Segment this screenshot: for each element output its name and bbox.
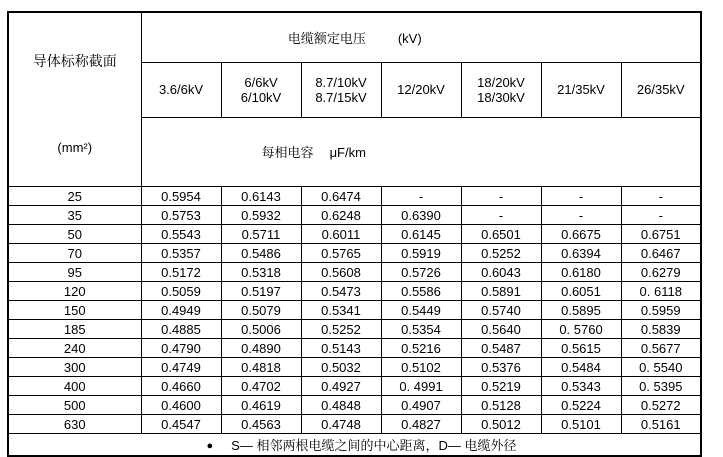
capacitance-value-cell: 0.6474 — [301, 187, 381, 206]
capacitance-value-cell: 0.5101 — [541, 415, 621, 434]
capacitance-value-cell: - — [621, 187, 701, 206]
capacitance-value-cell: 0.5216 — [381, 339, 461, 358]
capacitance-value-cell: 0.6501 — [461, 225, 541, 244]
capacitance-value-cell: 0. 5540 — [621, 358, 701, 377]
bullet-icon: ● — [206, 439, 214, 452]
voltage-column-header-2 — [301, 63, 381, 117]
capacitance-value-cell: 0.5252 — [301, 320, 381, 339]
capacitance-value-cell: 0.4927 — [301, 377, 381, 396]
capacitance-value-cell: 0.5486 — [221, 244, 301, 263]
table-row-300 — [8, 358, 701, 377]
capacitance-value-cell: 0.6051 — [541, 282, 621, 301]
capacitance-value-cell: - — [541, 187, 621, 206]
voltage-column-header-4 — [461, 63, 541, 117]
capacitance-table — [7, 11, 702, 457]
capacitance-value-cell: - — [541, 206, 621, 225]
capacitance-value-cell: 0.5932 — [221, 206, 301, 225]
capacitance-value-cell: 0.5161 — [621, 415, 701, 434]
capacitance-value-cell: 0.4907 — [381, 396, 461, 415]
capacitance-value-cell: 0. 5395 — [621, 377, 701, 396]
capacitance-value-cell: 0.6043 — [461, 263, 541, 282]
capacitance-value-cell: 0.5224 — [541, 396, 621, 415]
voltage-unit-label: (kV) — [397, 31, 422, 47]
capacitance-value-cell: - — [381, 187, 461, 206]
voltage-header-label: 电缆额定电压 — [287, 31, 366, 47]
capacitance-value-cell: - — [621, 206, 701, 225]
capacitance-value-cell: 0.5487 — [461, 339, 541, 358]
capacitance-value-cell: 0.5608 — [301, 263, 381, 282]
footnote-text: S— 相邻两根电缆之间的中心距离，D— 电缆外径 — [231, 437, 517, 453]
capacitance-value-cell: 0.4547 — [141, 415, 221, 434]
voltage-column-label: 3.6/6kV — [158, 82, 204, 98]
table-row-185 — [8, 320, 701, 339]
capacitance-value-cell: 0.4848 — [301, 396, 381, 415]
capacitance-value-cell: 0.5711 — [221, 225, 301, 244]
voltage-column-header-6 — [621, 63, 701, 117]
capacitance-value-cell: 0.5341 — [301, 301, 381, 320]
table-row-500 — [8, 396, 701, 415]
size-cell: 95 — [8, 263, 141, 282]
capacitance-value-cell: 0.5032 — [301, 358, 381, 377]
footnote-cell — [8, 434, 701, 456]
capacitance-value-cell: 0.5839 — [621, 320, 701, 339]
voltage-column-label: 6/6kV — [244, 74, 278, 90]
capacitance-unit-label: μF/km — [329, 145, 366, 161]
capacitance-value-cell: 0.5354 — [381, 320, 461, 339]
capacitance-label: 每相电容 — [261, 145, 314, 161]
capacitance-value-cell: 0.5059 — [141, 282, 221, 301]
table-row-25 — [8, 187, 701, 206]
capacitance-value-cell: 0.5615 — [541, 339, 621, 358]
voltage-column-label: 18/30kV — [477, 89, 525, 105]
table-row-95 — [8, 263, 701, 282]
voltage-column-label: 6/10kV — [240, 89, 282, 105]
capacitance-value-cell: 0.5677 — [621, 339, 701, 358]
capacitance-value-cell: 0.5172 — [141, 263, 221, 282]
capacitance-value-cell: 0.4563 — [221, 415, 301, 434]
voltage-column-header-3 — [381, 63, 461, 117]
capacitance-value-cell: 0.5484 — [541, 358, 621, 377]
capacitance-value-cell: 0.5740 — [461, 301, 541, 320]
voltage-column-label: 18/20kV — [477, 74, 525, 90]
capacitance-value-cell: 0.4818 — [221, 358, 301, 377]
capacitance-value-cell: 0. 5760 — [541, 320, 621, 339]
capacitance-value-cell: 0.5919 — [381, 244, 461, 263]
voltage-header-cell — [141, 12, 701, 63]
capacitance-value-cell: 0.4827 — [381, 415, 461, 434]
capacitance-value-cell: 0.5012 — [461, 415, 541, 434]
corner-cell — [8, 12, 141, 187]
capacitance-value-cell: 0.4619 — [221, 396, 301, 415]
capacitance-value-cell: 0. 6118 — [621, 282, 701, 301]
size-cell: 300 — [8, 358, 141, 377]
capacitance-value-cell: - — [461, 187, 541, 206]
capacitance-value-cell: 0.5357 — [141, 244, 221, 263]
capacitance-value-cell: 0.4890 — [221, 339, 301, 358]
table-row-120 — [8, 282, 701, 301]
table-row-630 — [8, 415, 701, 434]
capacitance-value-cell: 0.6011 — [301, 225, 381, 244]
capacitance-value-cell: 0.6751 — [621, 225, 701, 244]
capacitance-value-cell: 0.6394 — [541, 244, 621, 263]
capacitance-value-cell: 0.5891 — [461, 282, 541, 301]
size-cell: 70 — [8, 244, 141, 263]
size-cell: 630 — [8, 415, 141, 434]
capacitance-value-cell: 0.5753 — [141, 206, 221, 225]
capacitance-value-cell: 0.5543 — [141, 225, 221, 244]
capacitance-header-cell — [141, 117, 701, 187]
capacitance-value-cell: 0.5376 — [461, 358, 541, 377]
voltage-column-label: 12/20kV — [397, 82, 445, 98]
voltage-column-label: 8.7/15kV — [315, 89, 367, 105]
capacitance-value-cell: 0.6390 — [381, 206, 461, 225]
voltage-column-label: 26/35kV — [636, 82, 685, 98]
capacitance-value-cell: 0.5252 — [461, 244, 541, 263]
size-cell: 400 — [8, 377, 141, 396]
capacitance-value-cell: 0. 4991 — [381, 377, 461, 396]
capacitance-value-cell: 0.5954 — [141, 187, 221, 206]
voltage-column-header-1 — [221, 63, 301, 117]
capacitance-value-cell: 0.4748 — [301, 415, 381, 434]
capacitance-value-cell: 0.6145 — [381, 225, 461, 244]
size-cell: 500 — [8, 396, 141, 415]
size-cell: 150 — [8, 301, 141, 320]
table-row-50 — [8, 225, 701, 244]
table-row-400 — [8, 377, 701, 396]
size-cell: 185 — [8, 320, 141, 339]
capacitance-value-cell: 0.5726 — [381, 263, 461, 282]
table-row-240 — [8, 339, 701, 358]
capacitance-value-cell: 0.5318 — [221, 263, 301, 282]
capacitance-value-cell: 0.4749 — [141, 358, 221, 377]
voltage-header-row — [8, 12, 701, 63]
capacitance-value-cell: 0.5102 — [381, 358, 461, 377]
size-cell: 240 — [8, 339, 141, 358]
capacitance-value-cell: 0.5640 — [461, 320, 541, 339]
capacitance-value-cell: 0.4949 — [141, 301, 221, 320]
capacitance-value-cell: 0.5219 — [461, 377, 541, 396]
size-cell: 50 — [8, 225, 141, 244]
table-row-35 — [8, 206, 701, 225]
capacitance-value-cell: 0.4600 — [141, 396, 221, 415]
capacitance-value-cell: 0.4885 — [141, 320, 221, 339]
capacitance-value-cell: 0.5143 — [301, 339, 381, 358]
capacitance-value-cell: 0.5586 — [381, 282, 461, 301]
voltage-column-label: 8.7/10kV — [315, 74, 367, 90]
capacitance-value-cell: 0.4702 — [221, 377, 301, 396]
capacitance-value-cell: 0.5197 — [221, 282, 301, 301]
capacitance-value-cell: 0.5272 — [621, 396, 701, 415]
capacitance-value-cell: 0.6143 — [221, 187, 301, 206]
size-cell: 25 — [8, 187, 141, 206]
corner-cell-content — [9, 43, 141, 156]
table-row-150 — [8, 301, 701, 320]
capacitance-value-cell: 0.6248 — [301, 206, 381, 225]
capacitance-value-cell: 0.5895 — [541, 301, 621, 320]
capacitance-value-cell: 0.4790 — [141, 339, 221, 358]
capacitance-value-cell: 0.5449 — [381, 301, 461, 320]
voltage-column-header-0 — [141, 63, 221, 117]
capacitance-value-cell: 0.5079 — [221, 301, 301, 320]
capacitance-value-cell: 0.6279 — [621, 263, 701, 282]
capacitance-value-cell: 0.6467 — [621, 244, 701, 263]
mm2-unit-label: (mm²) — [57, 140, 93, 155]
voltage-column-label: 21/35kV — [557, 82, 605, 98]
conductor-section-label: 导体标称截面 — [32, 53, 117, 69]
capacitance-value-cell: 0.5343 — [541, 377, 621, 396]
size-cell: 120 — [8, 282, 141, 301]
capacitance-value-cell: 0.5128 — [461, 396, 541, 415]
size-cell: 35 — [8, 206, 141, 225]
capacitance-value-cell: 0.5006 — [221, 320, 301, 339]
voltage-column-header-5 — [541, 63, 621, 117]
table-row-70 — [8, 244, 701, 263]
capacitance-value-cell: 0.5959 — [621, 301, 701, 320]
capacitance-value-cell: 0.4660 — [141, 377, 221, 396]
footnote-row — [8, 434, 701, 456]
capacitance-value-cell: 0.6180 — [541, 263, 621, 282]
capacitance-value-cell: 0.6675 — [541, 225, 621, 244]
capacitance-value-cell: - — [461, 206, 541, 225]
capacitance-value-cell: 0.5765 — [301, 244, 381, 263]
capacitance-value-cell: 0.5473 — [301, 282, 381, 301]
